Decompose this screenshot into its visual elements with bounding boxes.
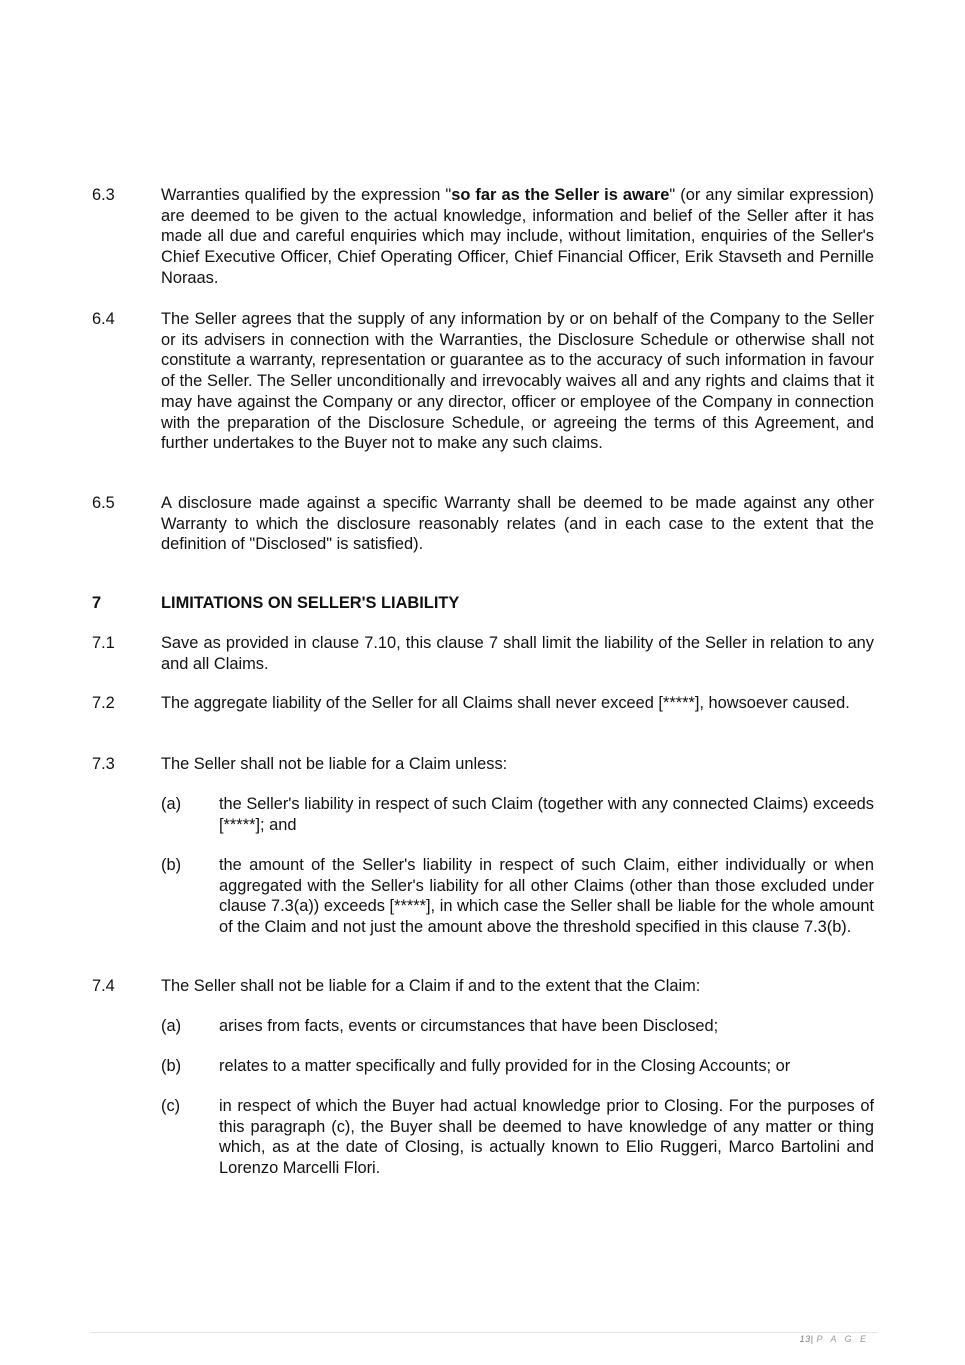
section-number: 7 [92,594,102,612]
footer-divider [90,1332,877,1333]
clause-number: 6.4 [92,310,115,328]
clause-text: The Seller shall not be liable for a Claim unless: [161,755,508,773]
clause-number: 7.4 [92,977,115,995]
clause-text-part: Warranties qualified by the expression " [161,186,452,204]
defined-expression: so far as the Seller is aware [451,186,670,204]
subclause-text: arises from facts, events or circumstances that have been Disclosed; [219,1017,719,1035]
page-number: 13 [799,1334,811,1344]
clause-text: The Seller shall not be liable for a Claim if and to the extent that the Claim: [161,977,701,995]
section-title: LIMITATIONS ON SELLER'S LIABILITY [161,594,460,612]
clause-number: 7.2 [92,694,115,712]
clause-number: 6.5 [92,494,115,512]
footer-separator: | [810,1334,814,1344]
clause-number: 7.3 [92,755,115,773]
subclause-text: the Seller's liability in respect of such Claim (together with any connected Claims) exceeds [*****]; and [219,795,874,834]
page-footer [800,1334,869,1345]
clause-number: 7.1 [92,634,115,652]
subclause-text: in respect of which the Buyer had actual knowledge prior to Closing. For the purposes of this paragraph (c), the Buyer shall be deemed to have knowledge of any matter or thing which, as at the date of Closing, is actually known to Elio Ruggeri, Marco Bartolini and Lorenzo Marcelli Flori. [219,1097,874,1178]
subclause-label: (a) [161,1017,182,1035]
subclause-label: (b) [161,1057,182,1075]
clause-text: The Seller agrees that the supply of any information by or on behalf of the Company to the Seller or its advisers in connection with the Warranties, the Disclosure Schedule or otherwise shall not constitute a warranty, representation or guarantee as to the accuracy of such information in favour of the Seller. The Seller unconditionally and irrevocably waives all and any rights and claims that it may have against the Company or any director, officer or employee of the Company in connection with the preparation of the Disclosure Schedule, or agreeing the terms of this Agreement, and further undertakes to the Buyer not to make any such claims. [161,310,874,453]
subclause-label: (b) [161,856,182,874]
clause-text: A disclosure made against a specific Warranty shall be deemed to be made against any other Warranty to which the disclosure reasonably relates (and in each case to the extent that the definition of "Disclosed" is satisfied). [161,494,874,554]
subclause-text: the amount of the Seller's liability in respect of such Claim, either individually or when aggregated with the Seller's liability for all other Claims (other than those excluded under clause 7.3(a)) exceeds [*****], in which case the Seller shall be liable for the whole amount of the Claim and not just the amount above the threshold specified in this clause 7.3(b). [219,856,874,937]
page-label: P A G E [816,1334,869,1344]
clause-number: 6.3 [92,186,115,204]
clause-text-part: " (or any similar expression) are deemed to be given to the actual knowledge, information and belief of the Seller after it has made all due and careful enquiries which may include, without limitation, enquiries of the Seller's Chief Executive Officer, Chief Operating Officer, Chief Financial Officer, Erik Stavseth and Pernille Noraas. [161,186,875,287]
subclause-label: (a) [161,795,182,813]
subclause-text: relates to a matter specifically and fully provided for in the Closing Accounts; or [219,1057,791,1075]
clause-text [161,185,874,289]
clause-text: The aggregate liability of the Seller for all Claims shall never exceed [*****], howsoever caused. [161,694,850,712]
subclause-label: (c) [161,1097,181,1115]
clause-text: Save as provided in clause 7.10, this clause 7 shall limit the liability of the Seller in relation to any and all Claims. [161,634,874,673]
